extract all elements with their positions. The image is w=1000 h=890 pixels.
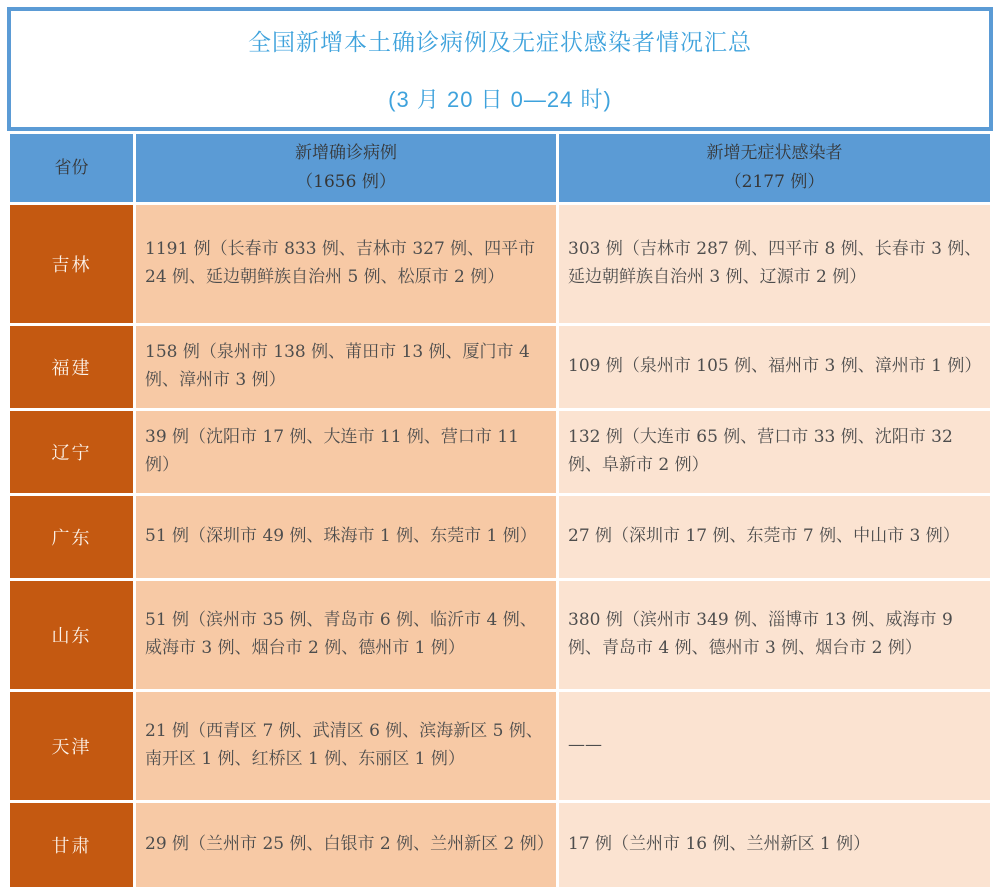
province-cell: 吉林: [10, 205, 133, 323]
province-cell: 甘肃: [10, 803, 133, 887]
title-box: [7, 7, 993, 131]
province-cell: 天津: [10, 692, 133, 800]
summary-table: [7, 131, 993, 890]
asymptomatic-cell: 109 例（泉州市 105 例、福州市 3 例、漳州市 1 例）: [559, 326, 990, 408]
table-row: [10, 581, 990, 689]
table-row: [10, 205, 990, 323]
confirmed-cell: 29 例（兰州市 25 例、白银市 2 例、兰州新区 2 例）: [136, 803, 556, 887]
header-province: [10, 134, 133, 202]
confirmed-cell: 1191 例（长春市 833 例、吉林市 327 例、四平市 24 例、延边朝鲜族自治州 5 例、松原市 2 例）: [136, 205, 556, 323]
header-asymptomatic: [559, 134, 990, 202]
header-row: [10, 134, 990, 202]
asymptomatic-cell: 27 例（深圳市 17 例、东莞市 7 例、中山市 3 例）: [559, 496, 990, 578]
table-row: [10, 803, 990, 887]
table-row: [10, 326, 990, 408]
header-confirmed-line1: 新增确诊病例: [295, 143, 397, 164]
province-cell: 广东: [10, 496, 133, 578]
table-row: [10, 692, 990, 800]
report-subtitle: (3 月 20 日 0—24 时): [388, 87, 612, 112]
asymptomatic-cell: 132 例（大连市 65 例、营口市 33 例、沈阳市 32 例、阜新市 2 例）: [559, 411, 990, 493]
table-row: [10, 496, 990, 578]
asymptomatic-cell: ——: [559, 692, 990, 800]
province-cell: 福建: [10, 326, 133, 408]
asymptomatic-cell: 303 例（吉林市 287 例、四平市 8 例、长春市 3 例、延边朝鲜族自治州 3 例、辽源市 2 例）: [559, 205, 990, 323]
confirmed-cell: 158 例（泉州市 138 例、莆田市 13 例、厦门市 4 例、漳州市 3 例）: [136, 326, 556, 408]
asymptomatic-cell: 17 例（兰州市 16 例、兰州新区 1 例）: [559, 803, 990, 887]
province-cell: 辽宁: [10, 411, 133, 493]
confirmed-cell: 51 例（深圳市 49 例、珠海市 1 例、东莞市 1 例）: [136, 496, 556, 578]
confirmed-cell: 21 例（西青区 7 例、武清区 6 例、滨海新区 5 例、南开区 1 例、红桥区 1 例、东丽区 1 例）: [136, 692, 556, 800]
asymptomatic-cell: 380 例（滨州市 349 例、淄博市 13 例、威海市 9 例、青岛市 4 例、德州市 3 例、烟台市 2 例）: [559, 581, 990, 689]
header-confirmed-line2: （1656 例）: [296, 172, 396, 192]
province-cell: 山东: [10, 581, 133, 689]
header-asymptomatic-line1: 新增无症状感染者: [706, 143, 843, 164]
confirmed-cell: 39 例（沈阳市 17 例、大连市 11 例、营口市 11 例）: [136, 411, 556, 493]
header-asymptomatic-line2: （2177 例）: [724, 172, 825, 192]
header-confirmed: [136, 134, 556, 202]
table-row: [10, 411, 990, 493]
header-province-label: 省份: [54, 157, 89, 178]
report-title: 全国新增本土确诊病例及无症状感染者情况汇总: [248, 29, 752, 55]
confirmed-cell: 51 例（滨州市 35 例、青岛市 6 例、临沂市 4 例、威海市 3 例、烟台市 2 例、德州市 1 例）: [136, 581, 556, 689]
